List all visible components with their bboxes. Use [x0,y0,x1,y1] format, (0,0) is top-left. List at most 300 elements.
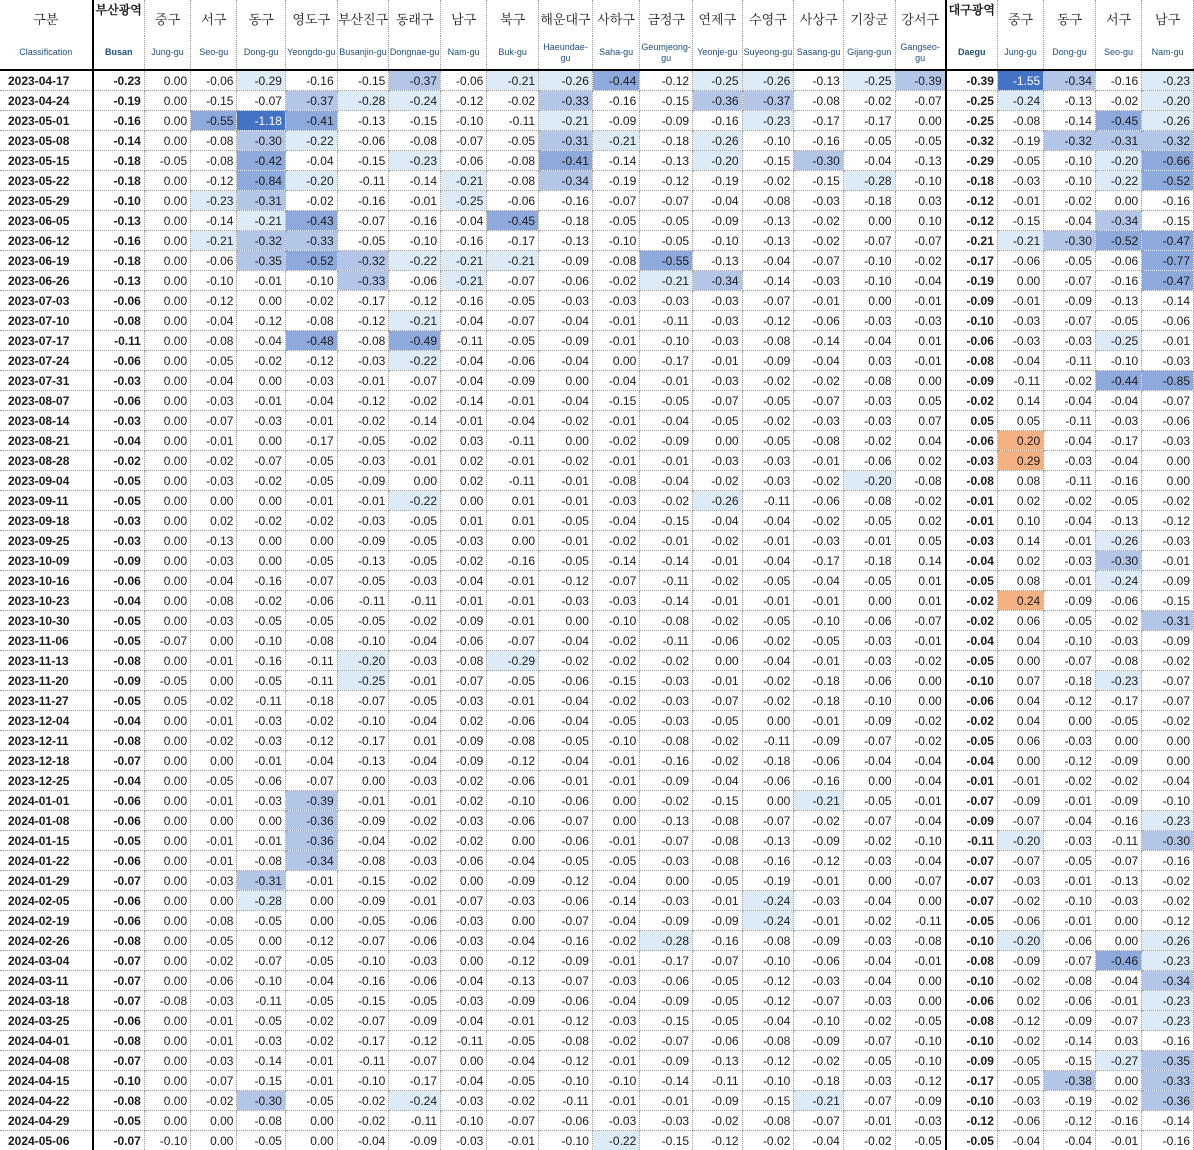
value-cell: -0.31 [237,871,285,891]
value-cell: -0.08 [742,191,794,211]
table-row [0,651,1194,671]
value-cell: -0.49 [389,331,441,351]
value-cell: -0.02 [285,1031,337,1051]
value-cell: -0.21 [997,231,1043,251]
value-cell: -0.47 [1142,271,1194,291]
value-cell: -0.07 [1142,391,1194,411]
value-cell: -0.01 [441,591,487,611]
value-cell: -0.05 [389,531,441,551]
value-cell: -0.18 [794,1071,844,1091]
value-cell: -0.01 [389,791,441,811]
value-cell: -0.05 [389,551,441,571]
value-cell: -0.02 [337,1091,389,1111]
value-cell: 0.00 [895,891,946,911]
table-row [0,751,1194,771]
value-cell: -0.03 [693,291,743,311]
value-cell: -0.08 [389,131,441,151]
value-cell: 0.00 [144,651,190,671]
row-date: 2023-09-11 [0,491,93,511]
value-cell: -0.16 [1095,271,1141,291]
region-total-cell: -0.09 [93,551,145,571]
value-cell: -0.04 [389,711,441,731]
value-cell: -0.06 [539,671,593,691]
header-district-ko: 금정구 [640,0,693,36]
value-cell: -0.08 [1095,651,1141,671]
table-row [0,911,1194,931]
value-cell: -0.15 [237,1071,285,1091]
value-cell: -0.01 [997,771,1043,791]
value-cell: -0.01 [843,1111,895,1131]
value-cell: -0.03 [237,791,285,811]
table-row [0,351,1194,371]
value-cell: -0.05 [487,1071,539,1091]
value-cell: 0.00 [1095,191,1141,211]
value-cell: -0.10 [843,691,895,711]
value-cell: -0.03 [895,1111,946,1131]
region-total-cell: -0.19 [946,271,998,291]
value-cell: -0.16 [1142,1131,1194,1150]
value-cell: -0.10 [1044,891,1096,911]
value-cell: -0.06 [539,831,593,851]
region-total-cell: -0.09 [946,1051,998,1071]
value-cell: 0.00 [144,1071,190,1091]
value-cell: -0.02 [997,971,1043,991]
region-total-cell: -0.05 [93,471,145,491]
value-cell: 0.00 [895,691,946,711]
value-cell: -0.10 [337,1071,389,1091]
value-cell: -0.14 [640,551,693,571]
value-cell: -0.11 [487,431,539,451]
value-cell: -0.04 [191,571,237,591]
value-cell: -0.17 [337,1031,389,1051]
value-cell: -0.09 [1044,591,1096,611]
header-district-ko: 동구 [1044,0,1096,36]
value-cell: -0.21 [237,211,285,231]
value-cell: -0.06 [285,591,337,611]
value-cell: -0.01 [191,1031,237,1051]
value-cell: -0.19 [997,131,1043,151]
value-cell: -0.05 [285,471,337,491]
value-cell: -0.05 [1095,491,1141,511]
value-cell: -0.14 [237,1051,285,1071]
value-cell: -0.11 [640,571,693,591]
value-cell: 0.00 [144,111,190,131]
row-date: 2023-08-21 [0,431,93,451]
value-cell: -0.07 [592,191,639,211]
region-total-cell: -0.03 [946,531,998,551]
value-cell: -0.07 [843,1091,895,1111]
value-cell: -0.01 [640,371,693,391]
value-cell: -0.15 [592,671,639,691]
region-total-cell: -0.08 [93,731,145,751]
value-cell: -0.09 [640,991,693,1011]
value-cell: -0.03 [843,651,895,671]
value-cell: -0.01 [1142,331,1194,351]
value-cell: -0.17 [1095,691,1141,711]
value-cell: -0.02 [592,271,639,291]
value-cell: 0.00 [487,831,539,851]
value-cell: -0.01 [1044,791,1096,811]
value-cell: 0.01 [895,331,946,351]
value-cell: -0.19 [592,171,639,191]
value-cell: -0.02 [742,171,794,191]
value-cell: -0.08 [237,851,285,871]
value-cell: -0.02 [794,471,844,491]
value-cell: -0.04 [285,751,337,771]
value-cell: -0.04 [895,851,946,871]
value-cell: -0.15 [1142,591,1194,611]
value-cell: -0.01 [487,591,539,611]
value-cell: -0.07 [539,811,593,831]
value-cell: -0.01 [794,651,844,671]
value-cell: -0.21 [539,111,593,131]
value-cell: -0.07 [337,931,389,951]
value-cell: -0.07 [389,371,441,391]
value-cell: 0.02 [997,991,1043,1011]
value-cell: -0.17 [640,351,693,371]
value-cell: -0.13 [1095,511,1141,531]
value-cell: -0.10 [487,791,539,811]
value-cell: -0.28 [337,91,389,111]
value-cell: -0.28 [237,891,285,911]
region-total-cell: -0.08 [93,1031,145,1051]
value-cell: -0.05 [640,231,693,251]
value-cell: -0.34 [1044,70,1096,91]
value-cell: 0.00 [191,1111,237,1131]
value-cell: -0.09 [997,951,1043,971]
value-cell: -0.04 [843,331,895,351]
value-cell: -0.01 [592,331,639,351]
value-cell: -0.03 [441,1131,487,1150]
value-cell: -0.36 [1142,1091,1194,1111]
value-cell: -0.45 [1095,111,1141,131]
value-cell: -0.01 [1044,531,1096,551]
value-cell: -0.17 [337,291,389,311]
value-cell: -0.11 [441,331,487,351]
value-cell: -0.01 [693,891,743,911]
value-cell: -0.09 [337,471,389,491]
value-cell: -0.19 [742,871,794,891]
value-cell: -0.05 [843,791,895,811]
value-cell: 0.00 [441,951,487,971]
value-cell: -0.01 [693,671,743,691]
region-total-cell: -0.05 [946,1131,998,1150]
region-total-cell: -0.02 [946,591,998,611]
value-cell: -0.11 [997,371,1043,391]
table-row [0,1071,1194,1091]
value-cell: 0.00 [1142,731,1194,751]
value-cell: -0.11 [337,1051,389,1071]
row-date: 2023-07-10 [0,311,93,331]
value-cell: -0.01 [895,351,946,371]
value-cell: 0.00 [144,551,190,571]
value-cell: -0.08 [895,471,946,491]
value-cell: -0.14 [742,271,794,291]
value-cell: -0.03 [843,631,895,651]
value-cell: 0.01 [487,491,539,511]
value-cell: -0.24 [742,911,794,931]
header-district-ko: 동구 [237,0,285,36]
region-total-cell: -0.04 [946,551,998,571]
value-cell: 0.00 [144,591,190,611]
value-cell: -0.13 [640,811,693,831]
value-cell: -0.16 [693,931,743,951]
row-date: 2023-06-19 [0,251,93,271]
value-cell: -0.18 [1044,671,1096,691]
value-cell: -0.08 [794,91,844,111]
value-cell: -0.14 [389,171,441,191]
value-cell: -0.04 [843,151,895,171]
value-cell: -0.10 [144,1131,190,1150]
value-cell: -0.06 [640,971,693,991]
value-cell: -0.01 [487,611,539,631]
value-cell: -0.11 [742,491,794,511]
value-cell: 0.00 [895,371,946,391]
value-cell: -0.05 [539,551,593,571]
row-date: 2023-07-24 [0,351,93,371]
value-cell: -0.35 [237,251,285,271]
value-cell: -0.15 [191,91,237,111]
value-cell: -0.05 [337,231,389,251]
value-cell: -0.03 [1044,331,1096,351]
value-cell: -0.21 [794,1091,844,1111]
value-cell: -0.02 [285,191,337,211]
value-cell: -0.13 [337,751,389,771]
region-total-cell: -0.06 [946,991,998,1011]
value-cell: -0.05 [337,431,389,451]
value-cell: -0.08 [693,811,743,831]
header-district-en: Jung-gu [997,36,1043,70]
value-cell: -0.02 [285,291,337,311]
row-date: 2024-01-01 [0,791,93,811]
value-cell: -0.04 [1095,971,1141,991]
value-cell: -0.15 [337,871,389,891]
value-cell: -0.02 [997,891,1043,911]
value-cell: -0.02 [693,471,743,491]
value-cell: -0.04 [487,851,539,871]
value-cell: -0.02 [441,831,487,851]
value-cell: -0.11 [237,691,285,711]
value-cell: 0.00 [1142,471,1194,491]
value-cell: -0.07 [1044,651,1096,671]
table-row [0,231,1194,251]
value-cell: -0.11 [693,1071,743,1091]
value-cell: -0.46 [1095,951,1141,971]
region-total-cell: -0.16 [93,231,145,251]
region-total-cell: -0.01 [946,771,998,791]
value-cell: -0.16 [742,851,794,871]
value-cell: 0.00 [144,831,190,851]
table-row [0,391,1194,411]
value-cell: -0.08 [487,171,539,191]
value-cell: -0.17 [389,1071,441,1091]
value-cell: -0.26 [693,491,743,511]
value-cell: -0.02 [592,651,639,671]
value-cell: -0.11 [337,591,389,611]
value-cell: -0.05 [742,611,794,631]
value-cell: -0.08 [742,931,794,951]
value-cell: -0.09 [693,1091,743,1111]
value-cell: -0.10 [389,231,441,251]
value-cell: -0.01 [895,951,946,971]
table-row [0,951,1194,971]
value-cell: -0.05 [640,391,693,411]
value-cell: -0.47 [1142,231,1194,251]
value-cell: 0.00 [144,731,190,751]
value-cell: -0.06 [843,451,895,471]
value-cell: -0.16 [237,651,285,671]
value-cell: 0.02 [895,511,946,531]
value-cell: -0.04 [742,1011,794,1031]
value-cell: -0.10 [742,951,794,971]
header-district-en: Buk-gu [487,36,539,70]
row-date: 2023-05-15 [0,151,93,171]
value-cell: -0.02 [237,351,285,371]
value-cell: -0.20 [997,931,1043,951]
region-total-cell: -0.05 [93,491,145,511]
value-cell: -0.01 [539,771,593,791]
value-cell: -0.02 [1044,771,1096,791]
value-cell: 0.00 [843,291,895,311]
value-cell: 0.29 [997,451,1043,471]
value-cell: 0.00 [285,1131,337,1150]
region-total-cell: -0.18 [946,171,998,191]
region-total-cell: -0.08 [93,1091,145,1111]
value-cell: -0.06 [1044,991,1096,1011]
value-cell: -0.05 [539,731,593,751]
region-total-cell: -0.05 [946,911,998,931]
value-cell: 0.00 [285,891,337,911]
value-cell: -0.02 [794,371,844,391]
value-cell: -0.01 [592,831,639,851]
value-cell: -0.12 [693,1131,743,1150]
value-cell: -0.12 [337,311,389,331]
value-cell: -0.05 [843,511,895,531]
value-cell: -0.09 [441,751,487,771]
value-cell: -0.33 [337,271,389,291]
value-cell: -0.01 [794,451,844,471]
value-cell: 0.10 [997,511,1043,531]
value-cell: -0.03 [742,471,794,491]
table-row [0,991,1194,1011]
value-cell: 0.00 [144,711,190,731]
value-cell: 0.00 [1095,731,1141,751]
value-cell: 0.00 [592,811,639,831]
value-cell: 0.00 [144,771,190,791]
value-cell: -0.03 [441,991,487,1011]
row-date: 2024-04-22 [0,1091,93,1111]
value-cell: -0.17 [794,111,844,131]
region-total-cell: -0.10 [93,1071,145,1091]
value-cell: -0.48 [285,331,337,351]
value-cell: -0.12 [285,351,337,371]
value-cell: -0.05 [693,991,743,1011]
value-cell: -0.24 [389,1091,441,1111]
value-cell: -0.02 [487,91,539,111]
header-region-ko: 대구광역 [946,0,998,36]
header-district-en: Seo-gu [191,36,237,70]
value-cell: -0.04 [592,871,639,891]
value-cell: -0.01 [337,491,389,511]
value-cell: -0.10 [843,251,895,271]
table-row [0,431,1194,451]
value-cell: -0.31 [237,191,285,211]
value-cell: -0.30 [1142,831,1194,851]
value-cell: -0.04 [191,311,237,331]
value-cell: -0.03 [693,311,743,331]
value-cell: -0.25 [337,671,389,691]
value-cell: -0.05 [285,551,337,571]
value-cell: -0.03 [237,711,285,731]
header-row-english [0,36,1194,70]
value-cell: -0.03 [191,1051,237,1071]
value-cell: -0.04 [843,891,895,911]
value-cell: -0.09 [337,531,389,551]
value-cell: -0.30 [237,131,285,151]
value-cell: -0.05 [592,851,639,871]
value-cell: -0.08 [592,471,639,491]
value-cell: 0.00 [144,871,190,891]
value-cell: -0.19 [1044,1091,1096,1111]
region-total-cell: -0.10 [946,971,998,991]
value-cell: -0.01 [640,1091,693,1111]
value-cell: -0.10 [237,971,285,991]
value-cell: -0.07 [441,891,487,911]
value-cell: -0.07 [237,951,285,971]
value-cell: -0.16 [693,111,743,131]
value-cell: -0.12 [794,851,844,871]
value-cell: 0.00 [144,571,190,591]
header-district-ko: 사상구 [794,0,844,36]
value-cell: 0.00 [191,631,237,651]
value-cell: -0.17 [1095,431,1141,451]
value-cell: -0.01 [997,191,1043,211]
region-total-cell: -0.06 [93,571,145,591]
region-total-cell: -0.07 [93,871,145,891]
value-cell: -0.06 [389,971,441,991]
value-cell: -0.12 [1044,691,1096,711]
value-cell: -0.02 [1142,711,1194,731]
value-cell: -0.18 [843,551,895,571]
value-cell: -0.02 [237,511,285,531]
header-district-en: Jung-gu [144,36,190,70]
region-total-cell: -0.08 [93,931,145,951]
table-row [0,871,1194,891]
value-cell: -0.36 [285,831,337,851]
region-total-cell: -0.07 [93,951,145,971]
value-cell: -0.15 [640,1131,693,1150]
value-cell: -0.02 [843,91,895,111]
value-cell: -0.03 [337,451,389,471]
value-cell: -0.10 [539,1131,593,1150]
region-total-cell: -0.18 [93,251,145,271]
value-cell: 0.00 [1095,931,1141,951]
value-cell: -0.06 [1142,311,1194,331]
value-cell: -0.04 [1044,811,1096,831]
value-cell: -0.08 [285,311,337,331]
value-cell: -0.09 [1142,631,1194,651]
value-cell: -0.23 [1142,811,1194,831]
value-cell: 0.00 [1142,751,1194,771]
value-cell: 0.02 [191,511,237,531]
table-row [0,91,1194,111]
value-cell: -0.07 [1044,951,1096,971]
value-cell: -0.03 [592,291,639,311]
value-cell: -0.01 [389,671,441,691]
value-cell: -0.55 [191,111,237,131]
region-total-cell: -0.04 [93,771,145,791]
header-classification-en: Classification [0,36,93,70]
